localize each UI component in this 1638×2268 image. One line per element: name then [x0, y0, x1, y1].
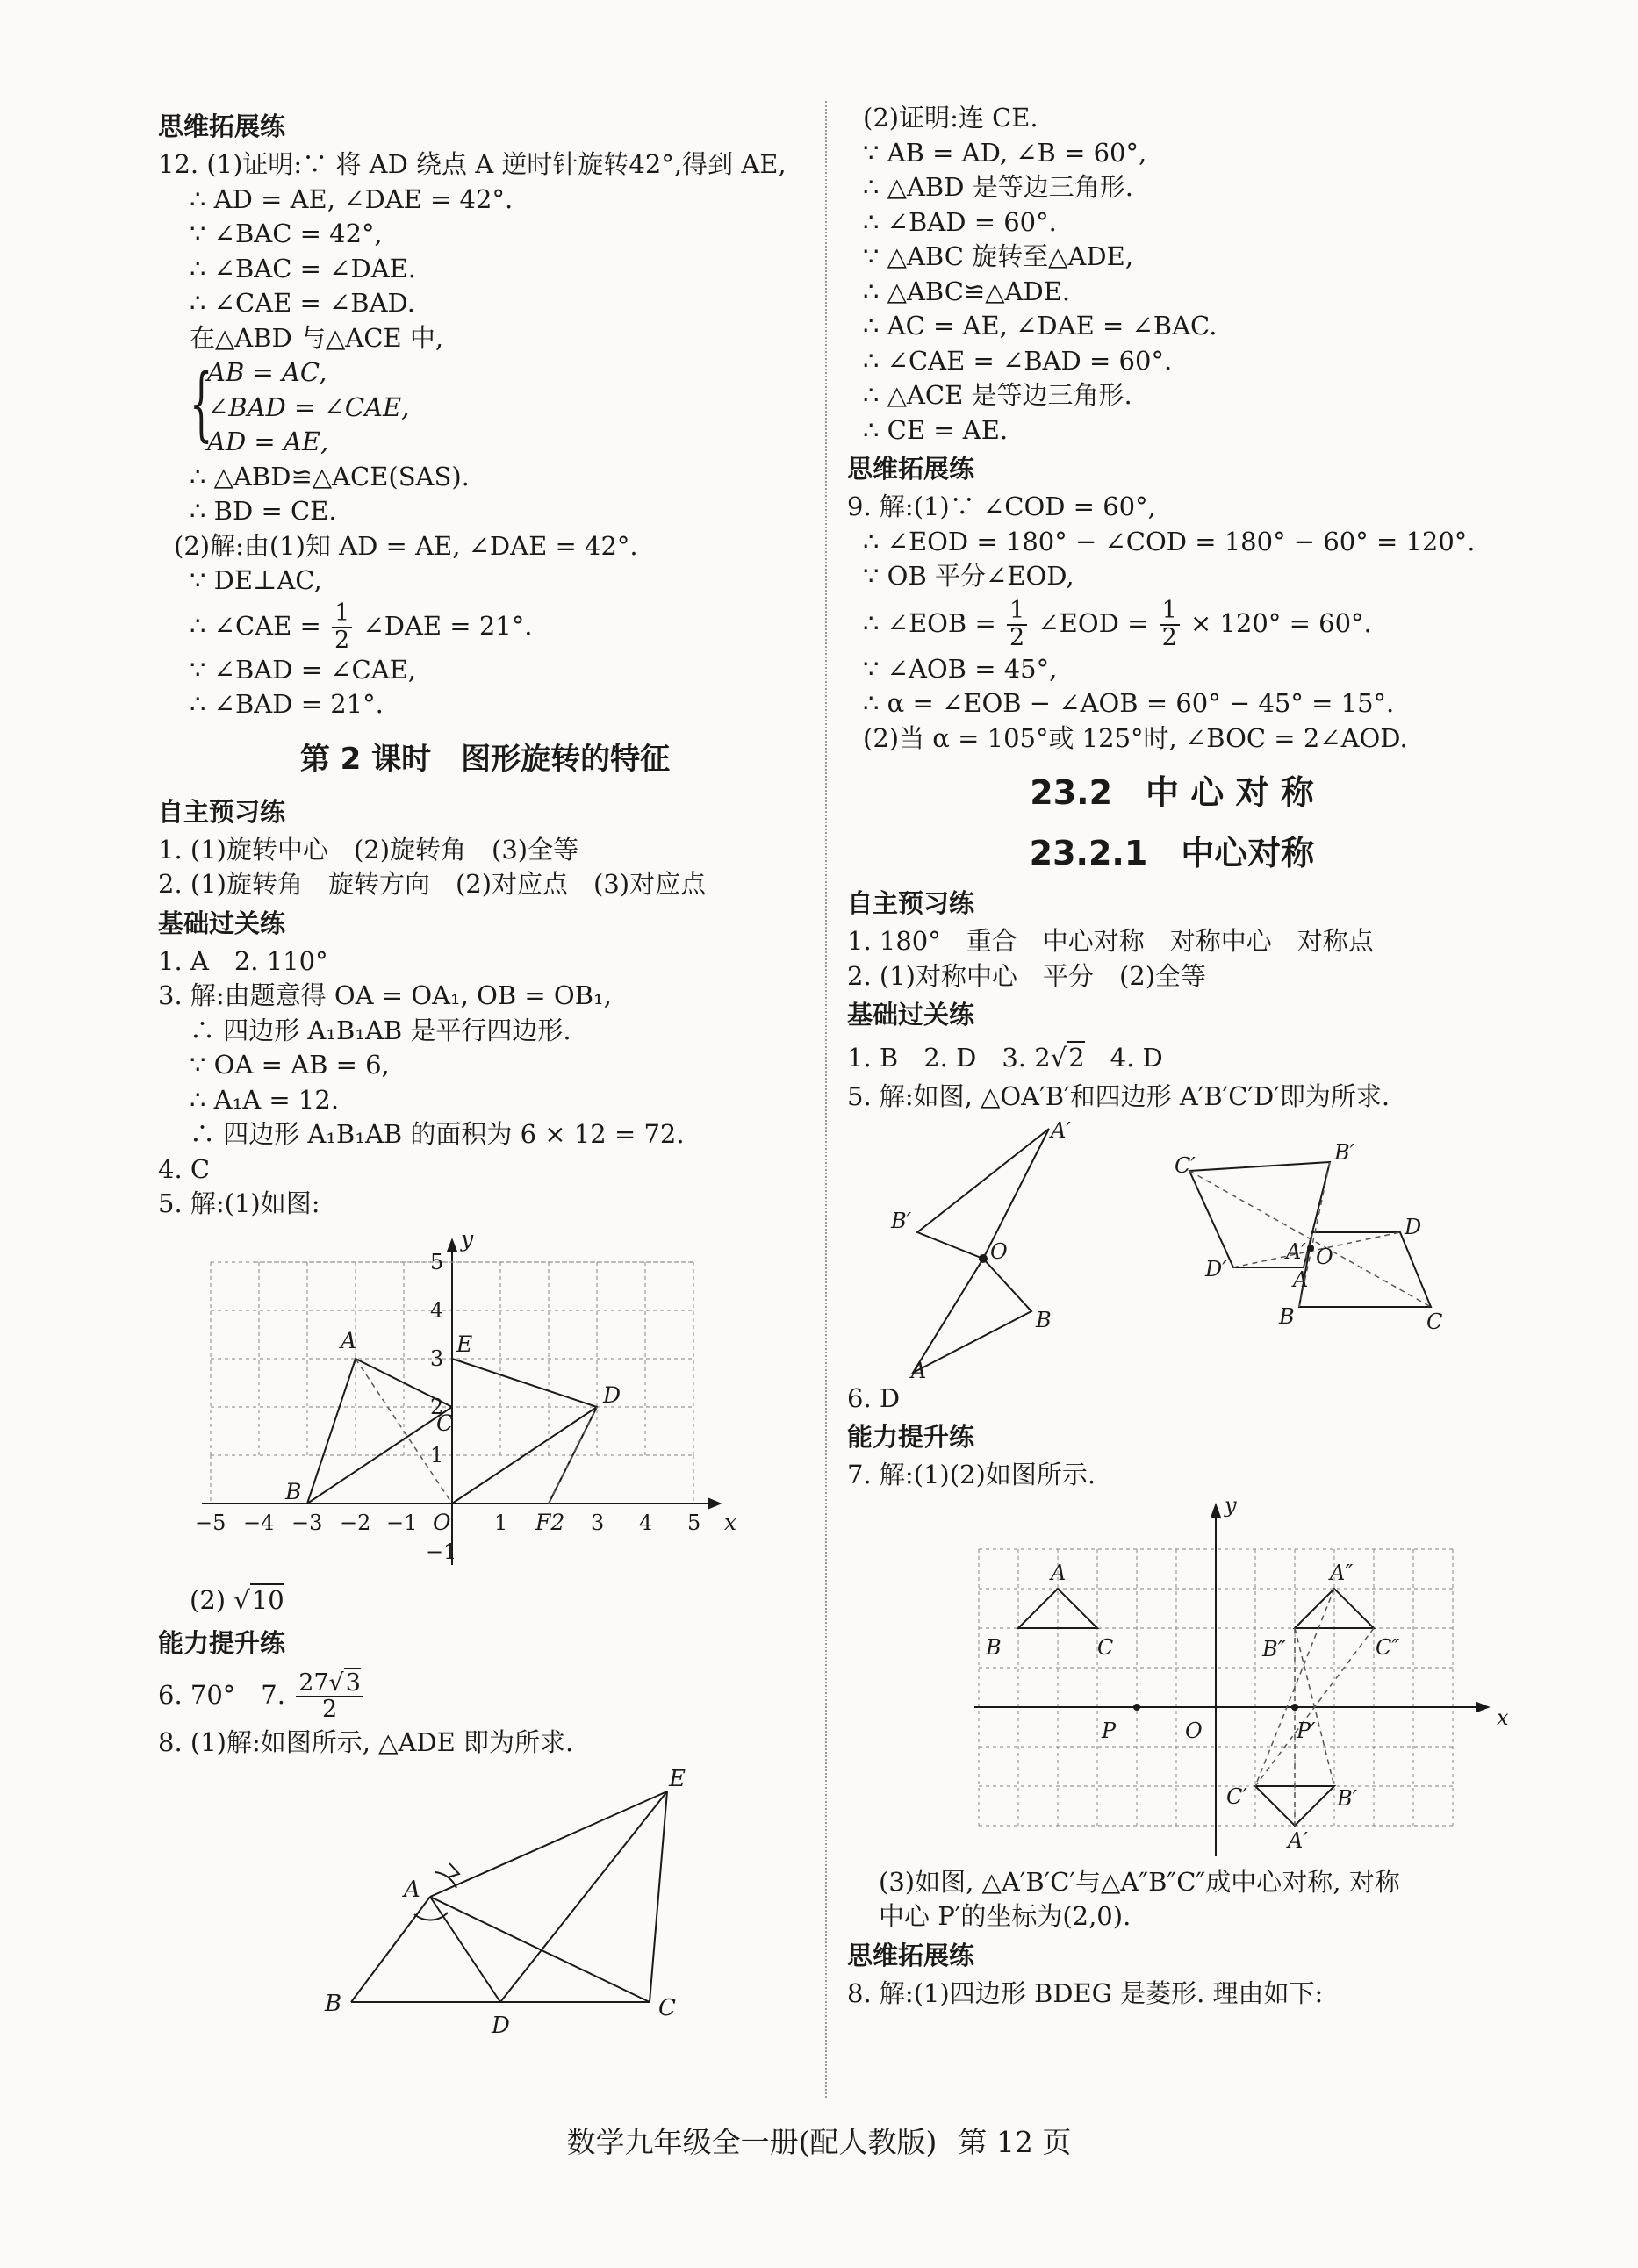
text-line: ∴ △ABC≌△ADE. — [863, 276, 1071, 306]
text-line: ∴ ∠BAD = 60°. — [863, 206, 1057, 237]
point-label: P — [1102, 1718, 1117, 1743]
point-label: A — [1051, 1560, 1067, 1585]
text-line: ∴ ∠BAD = 21°. — [190, 689, 384, 720]
point-label: B′ — [1337, 1785, 1358, 1811]
text-line: (2)解:由(1)知 AD = AE, ∠DAE = 42°. — [174, 530, 638, 561]
text-line: 1. A 2. 110° — [158, 945, 328, 976]
text-line: ∵ DE⊥AC, — [190, 565, 322, 595]
point-label: B′ — [891, 1208, 912, 1233]
tick-label: −4 — [243, 1510, 275, 1535]
point-label: C — [436, 1410, 454, 1436]
point-label: A — [404, 1877, 420, 1904]
section-heading: 能力提升练 — [158, 1627, 286, 1658]
text-line: 5. 解:如图, △OA′B′和四边形 A′B′C′D′即为所求. — [847, 1081, 1390, 1111]
right-column — [847, 101, 1509, 2011]
numerator: 1 — [1160, 599, 1180, 625]
sub-title: 23.2.1 中心对称 — [1029, 834, 1315, 872]
lesson-title: 第 2 课时 图形旋转的特征 — [299, 741, 671, 777]
tick-label: 2 — [430, 1394, 444, 1419]
text-line: AB = AC, — [207, 357, 327, 387]
text-line: 9. 解:(1)∵ ∠COD = 60°, — [847, 492, 1156, 521]
section-heading: 自主预习练 — [847, 888, 975, 918]
point-label: C — [1426, 1309, 1443, 1334]
point-label: B — [986, 1634, 1002, 1660]
text-line: 5. 解:(1)如图: — [158, 1188, 320, 1219]
point-label: C″ — [1376, 1634, 1400, 1660]
text-line: (2)当 α = 105°或 125°时, ∠BOC = 2∠AOD. — [863, 722, 1408, 753]
tick-label: 5 — [687, 1510, 701, 1535]
text-span: 6. 70° 7. — [158, 1679, 294, 1710]
text-line: ∴ ∠CAE = ∠BAD = 60°. — [863, 345, 1173, 376]
point-label: E — [456, 1331, 473, 1357]
point-label: O — [990, 1238, 1008, 1264]
text-line: ∴ △ABD≌△ACE(SAS). — [190, 461, 470, 492]
point-label: P′ — [1297, 1718, 1316, 1743]
tick-label: −1 — [426, 1539, 457, 1564]
tick-label: 5 — [430, 1249, 444, 1274]
point-label: C — [1097, 1634, 1114, 1660]
tick-label: 4 — [639, 1510, 653, 1535]
text-line: ∠BAD = ∠CAE, — [207, 391, 410, 422]
page-footer — [0, 2120, 1638, 2161]
point-label: A — [911, 1358, 927, 1382]
tick-label: −1 — [386, 1510, 418, 1535]
central-symmetry-figures — [847, 1118, 1479, 1382]
point-label: A′ — [1288, 1827, 1308, 1853]
text-line: 2. (1)对称中心 平分 (2)全等 — [847, 960, 1207, 991]
point-label: C′ — [1226, 1784, 1247, 1809]
origin-label: O — [1185, 1718, 1203, 1743]
point-label: A — [341, 1327, 357, 1353]
text-line: 1. 180° 重合 中心对称 对称中心 对称点 — [847, 926, 1374, 956]
column-divider — [825, 101, 827, 2098]
brace-glyph: { — [190, 356, 213, 450]
text-span: ∠DAE = 21°. — [363, 610, 533, 641]
tick-label: −2 — [340, 1510, 371, 1535]
text-line: ∴ △ABD 是等边三角形. — [863, 172, 1133, 202]
text-span: ∠EOD = — [1038, 607, 1149, 638]
section-heading: 思维拓展练 — [847, 1940, 975, 1970]
point-label: B — [325, 1991, 342, 2018]
text-line: ∵ AB = AD, ∠B = 60°, — [863, 137, 1147, 168]
point-label: B — [1279, 1303, 1295, 1329]
text-line: 8. 解:(1)四边形 BDEG 是菱形. 理由如下: — [847, 1977, 1324, 2008]
text-line: ∴ BD = CE. — [190, 496, 337, 526]
text-span: ∴ ∠CAE = — [190, 610, 321, 641]
text-line: ∴ CE = AE. — [863, 414, 1009, 445]
radicand: 10 — [251, 1584, 284, 1615]
point-label: A — [1293, 1267, 1309, 1292]
point-label: A′ — [1286, 1238, 1306, 1264]
text-line: ∴ ∠CAE = ∠BAD. — [190, 288, 415, 318]
point-label: B — [285, 1478, 302, 1504]
radicand: 2 — [1068, 1043, 1085, 1073]
text-line: ∴ AC = AE, ∠DAE = ∠BAC. — [863, 311, 1218, 341]
section-heading: 思维拓展练 — [847, 454, 975, 484]
radicand: 3 — [345, 1669, 361, 1697]
point-label: B″ — [1262, 1636, 1286, 1662]
section-heading: 能力提升练 — [847, 1422, 975, 1452]
text-line: ∴ ∠EOD = 180° − ∠COD = 180° − 60° = 120°. — [863, 526, 1476, 556]
text-span: ∴ ∠EOB = — [863, 607, 996, 638]
tick-label: −5 — [195, 1510, 226, 1535]
text-span: × 120° = 60°. — [1190, 607, 1372, 638]
section-heading: 自主预习练 — [158, 796, 286, 827]
axis-label: x — [724, 1509, 737, 1535]
text-line: 中心 P′的坐标为(2,0). — [879, 1901, 1132, 1931]
point-label: A′ — [1051, 1117, 1071, 1143]
text-line: ∵ ∠BAC = 42°, — [190, 219, 383, 248]
text-line: ∵ ∠BAD = ∠CAE, — [190, 654, 417, 685]
text-line: 1. (1)旋转中心 (2)旋转角 (3)全等 — [158, 834, 579, 865]
point-label: D — [492, 2013, 510, 2040]
denominator: 2 — [334, 626, 350, 654]
tick-label: −3 — [291, 1510, 323, 1535]
tick-label: 1 — [430, 1442, 444, 1468]
numerator: 27√3 — [296, 1671, 363, 1697]
text-line: ∴ 四边形 A₁B₁AB 的面积为 6 × 12 = 72. — [190, 1119, 685, 1150]
fraction-line — [847, 594, 1497, 652]
point-label: B — [1036, 1307, 1052, 1332]
numerator: 1 — [1007, 599, 1027, 625]
point-label: A″ — [1330, 1560, 1354, 1585]
text-line: 4. C — [158, 1153, 211, 1184]
triangle-figure — [316, 1765, 808, 2046]
text-line: 3. 解:由题意得 OA = OA₁, OB = OB₁, — [158, 980, 612, 1011]
numerator: 1 — [332, 601, 352, 628]
tick-label: 4 — [430, 1297, 444, 1323]
coordinate-graph-rotation — [176, 1227, 737, 1578]
point-label: B′ — [1334, 1139, 1355, 1165]
text-span: 27 — [298, 1669, 329, 1697]
text-line: 7. 解:(1)(2)如图所示. — [847, 1460, 1096, 1489]
fraction-line — [158, 1664, 812, 1726]
point-label: D — [603, 1382, 621, 1408]
section-heading: 思维拓展练 — [158, 111, 286, 141]
axis-label: y — [461, 1226, 474, 1252]
text-line: ∴ α = ∠EOB − ∠AOB = 60° − 45° = 15°. — [863, 688, 1395, 718]
text-line: ∴ AD = AE, ∠DAE = 42°. — [190, 183, 514, 214]
axis-label: x — [1497, 1705, 1509, 1730]
point-label: D — [1405, 1214, 1422, 1239]
point-label: O — [1316, 1244, 1333, 1269]
fraction — [1160, 599, 1180, 650]
text-span: 1. B 2. D 3. 2 — [847, 1043, 1051, 1073]
text-span: 4. D — [1084, 1043, 1163, 1073]
text-span: (2) — [190, 1584, 234, 1615]
fraction-line — [158, 599, 812, 653]
text-line: ∴ ∠BAC = ∠DAE. — [190, 253, 417, 284]
brace-system — [158, 355, 812, 460]
point-label: C′ — [1175, 1152, 1196, 1178]
tick-label: 3 — [591, 1510, 605, 1535]
text-line: ∴ △ACE 是等边三角形. — [863, 380, 1132, 410]
fraction — [1007, 599, 1027, 650]
fraction — [296, 1671, 363, 1723]
text-line: (2)证明:连 CE. — [863, 103, 1038, 133]
text-line: ∴ A₁A = 12. — [190, 1084, 340, 1115]
fraction — [332, 601, 352, 653]
answer-line: 1. B 2. D 3. 2√2 4. D — [847, 1043, 1163, 1073]
text-line: (3)如图, △A′B′C′与△A″B″C″成中心对称, 对称 — [879, 1866, 1400, 1897]
text-line: ∵ OB 平分∠EOD, — [863, 561, 1074, 591]
chapter-title: 23.2 中 心 对 称 — [1030, 773, 1314, 812]
axis-label: y — [1225, 1496, 1237, 1518]
point-label: E — [669, 1766, 686, 1793]
denominator: 2 — [1161, 623, 1177, 651]
text-line: 8. (1)解:如图所示, △ADE 即为所求. — [158, 1726, 574, 1757]
text-line: ∴ 四边形 A₁B₁AB 是平行四边形. — [190, 1015, 571, 1045]
text-line: ∵ ∠AOB = 45°, — [863, 653, 1058, 684]
denominator: 2 — [321, 1695, 338, 1723]
book-title: 数学九年级全一册(配人教版) — [566, 2125, 938, 2159]
text-line: 2. (1)旋转角 旋转方向 (2)对应点 (3)对应点 — [158, 869, 707, 900]
tick-label: 3 — [430, 1346, 444, 1371]
text-line: 6. D — [847, 1382, 901, 1413]
section-heading: 基础过关练 — [847, 1000, 975, 1030]
text-line: ∵ OA = AB = 6, — [190, 1050, 390, 1080]
point-label: F2 — [535, 1509, 565, 1535]
coordinate-graph-symmetry — [970, 1496, 1567, 1865]
page-number: 第 12 页 — [958, 2125, 1072, 2159]
tick-label: 1 — [494, 1510, 508, 1535]
text-line: 在△ABD 与△ACE 中, — [190, 322, 444, 353]
text-line: ∵ △ABC 旋转至△ADE, — [863, 241, 1134, 271]
section-heading: 基础过关练 — [158, 908, 286, 938]
point-label: D′ — [1205, 1256, 1227, 1281]
text-line: AD = AE, — [207, 427, 329, 456]
denominator: 2 — [1009, 623, 1025, 651]
point-label: C — [658, 1995, 676, 2022]
origin-label: O — [433, 1509, 451, 1535]
sqrt-answer: (2) √10 — [190, 1584, 284, 1615]
text-line: 12. (1)证明:∵ 将 AD 绕点 A 逆时针旋转42°,得到 AE, — [158, 149, 787, 179]
left-column — [158, 105, 812, 2046]
